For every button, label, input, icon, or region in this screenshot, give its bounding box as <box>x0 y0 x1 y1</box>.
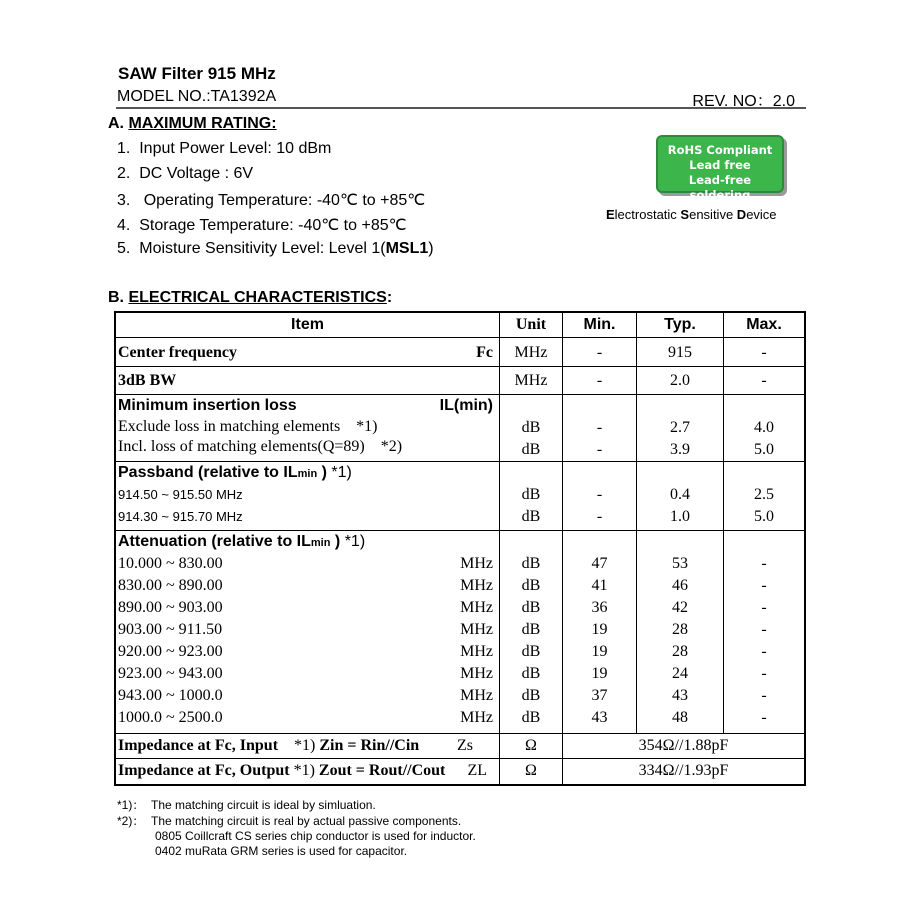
table-header-row <box>115 312 805 338</box>
section-b-heading: B. ELECTRICAL CHARACTERISTICS: <box>108 289 393 306</box>
list-item: 920.00 ~ 923.00 MHz <box>118 643 493 660</box>
table-row: 3dB BW MHz - 2.0 - <box>115 367 805 395</box>
rating-item: 5. Moisture Sensitivity Level: Level 1(MSL1) <box>117 240 434 257</box>
header-typ: Typ. <box>637 312 724 338</box>
header-unit: Unit <box>500 312 563 338</box>
rating-item: 4. Storage Temperature: -40℃ to +85℃ <box>117 217 407 234</box>
rohs-compliant-badge: RoHS Compliant Lead free Lead-free soldering <box>656 135 784 193</box>
footnote-2-line2: 0805 Coillcraft CS series chip conductor is used for inductor. <box>155 829 476 843</box>
header-item: Item <box>115 312 500 338</box>
electrical-characteristics-table <box>114 311 806 786</box>
header-min: Min. <box>563 312 637 338</box>
footnote-2-line3: 0402 muRata GRM series is used for capacitor. <box>155 844 408 858</box>
header-max: Max. <box>724 312 806 338</box>
list-item: 10.000 ~ 830.00 MHz <box>118 555 493 572</box>
list-item: 830.00 ~ 890.00 MHz <box>118 577 493 594</box>
esd-label: Electrostatic Sensitive Device <box>606 207 777 222</box>
table-row: Minimum insertion loss IL(min) Exclude loss in matching elements *1) Incl. loss of matching elements(Q=89) *2) dB dB - - 2.7 3.9 4.0 5.0 <box>115 395 805 462</box>
table-row: Passband (relative to ILmin ) *1) 914.50 ~ 915.50 MHz 914.30 ~ 915.70 MHz dB dB - - 0.4 1.0 2.5 5.0 <box>115 462 805 531</box>
table-row: Impedance at Fc, Output *1) Zout = Rout//Cout ZL Ω 334Ω//1.93pF <box>115 759 805 786</box>
table-row: Center frequency Fc MHz - 915 - <box>115 338 805 367</box>
footnote-2: *2)： The matching circuit is real by actual passive components. <box>117 814 462 828</box>
list-item: 943.00 ~ 1000.0 MHz <box>118 687 493 704</box>
rating-item: 3. Operating Temperature: -40℃ to +85℃ <box>117 192 426 209</box>
list-item: 923.00 ~ 943.00 MHz <box>118 665 493 682</box>
revision-number: REV. NO：2.0 <box>692 93 795 110</box>
table-row: Impedance at Fc, Input *1) Zin = Rin//Cin Zs Ω 354Ω//1.88pF <box>115 734 805 759</box>
header-rule <box>116 107 806 109</box>
table-row: Attenuation (relative to ILmin ) *1) 10.000 ~ 830.00 MHz 830.00 ~ 890.00 MHz 890.00 ~ 903.00 MHz 903.00 ~ 911.50 MHz 920.00 ~ 923.00 MHz 923.00 ~ 943.00 MHz 943.00 ~ 1000.0 MHz 1000.0 ~ 2500.0 MHz dB dB dB dB dB dB dB dB 47 41 36 19 19 19 37 43 53 46 42 28 28 24 43 48 - - - - - - - - <box>115 531 805 734</box>
list-item: 1000.0 ~ 2500.0 MHz <box>118 709 493 726</box>
rating-item: 1. Input Power Level: 10 dBm <box>117 140 332 157</box>
doc-title: SAW Filter 915 MHz <box>118 64 276 83</box>
rating-item: 2. DC Voltage : 6V <box>117 165 254 182</box>
footnote-1: *1)： The matching circuit is ideal by simluation. <box>117 798 376 812</box>
section-a-heading: A. MAXIMUM RATING: <box>108 115 277 132</box>
model-number: MODEL NO.:TA1392A <box>117 88 277 105</box>
list-item: 903.00 ~ 911.50 MHz <box>118 621 493 638</box>
list-item: 890.00 ~ 903.00 MHz <box>118 599 493 616</box>
